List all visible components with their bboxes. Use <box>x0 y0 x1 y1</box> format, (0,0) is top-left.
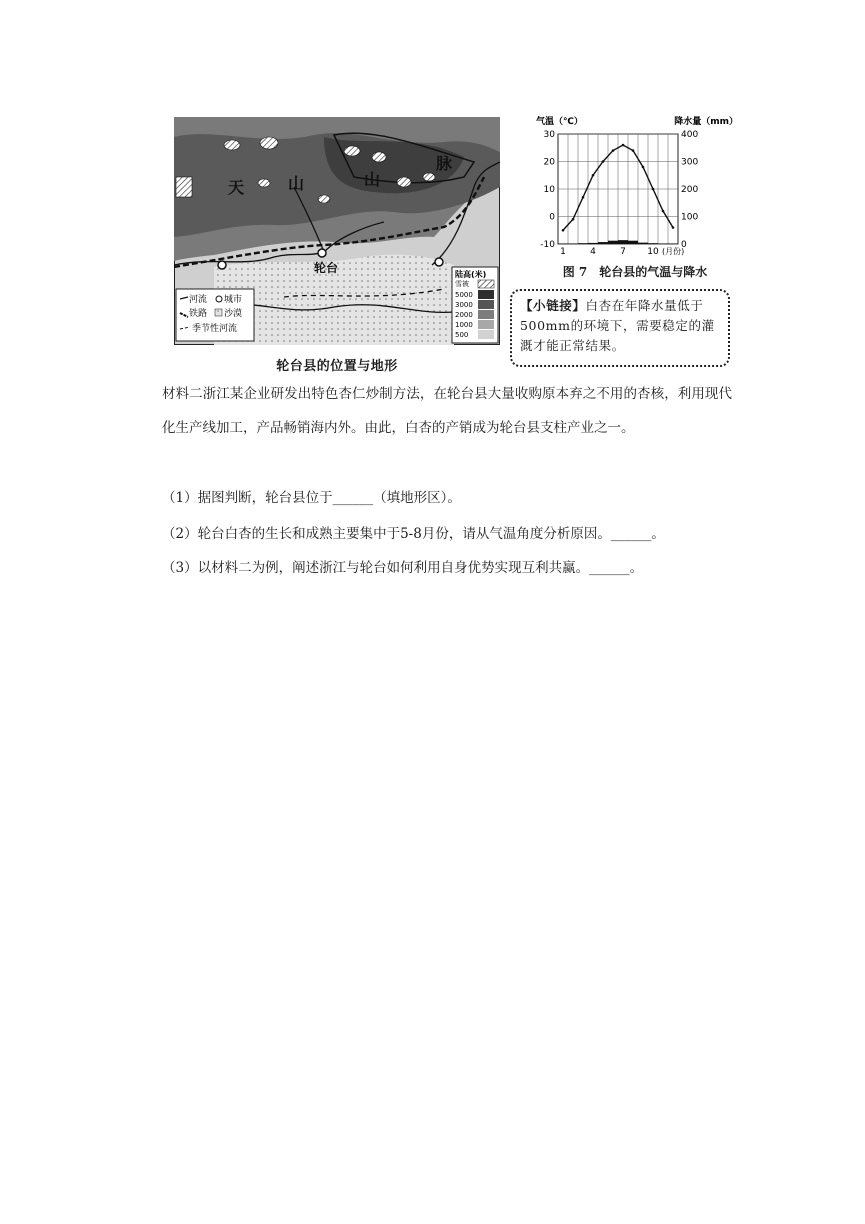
precipitation-bar <box>568 243 578 244</box>
temperature-point <box>632 149 635 152</box>
luntai-city-marker <box>318 249 326 257</box>
label-tian: 天 <box>228 178 245 197</box>
elevation-level: 5000 <box>455 291 473 299</box>
x-axis-label: (月份) <box>662 247 685 256</box>
y-left-tick-label: 10 <box>543 185 555 195</box>
temperature-point <box>662 210 665 213</box>
city-marker <box>435 258 443 266</box>
x-tick-label: 10 <box>647 247 659 257</box>
question-3: （3）以材料二为例，阐述浙江与轮台如何利用自身优势实现互利共赢。______。 <box>162 560 644 576</box>
precipitation-bar <box>628 241 638 244</box>
x-tick-label: 7 <box>620 247 626 257</box>
tip-box <box>510 289 730 367</box>
legend-railway: 铁路 <box>189 309 208 319</box>
y-right-tick-label: 400 <box>681 130 699 140</box>
temperature-point <box>642 166 645 169</box>
elevation-level: 500 <box>455 331 469 339</box>
temperature-point <box>612 149 615 152</box>
y-left-axis-label: 气温（℃） <box>536 117 583 127</box>
y-right-axis-label: 降水量（mm） <box>674 117 738 127</box>
y-right-tick-label: 0 <box>681 240 687 250</box>
precipitation-bar <box>558 243 568 244</box>
tip-title: 【小链接】 <box>520 298 586 313</box>
label-shan-2: 山 <box>364 170 381 189</box>
question-2: （2）轮台白杏的生长和成熟主要集中于5-8月份，请从气温角度分析原因。______。 <box>162 526 665 542</box>
temperature-point <box>572 218 575 221</box>
tip-text: 白杏在年降水量低于500mm的环境下，需要稳定的灌溉才能正常结果。 <box>520 298 715 353</box>
precipitation-bar <box>658 243 668 244</box>
climate-chart-svg <box>530 112 740 262</box>
y-right-tick-label: 100 <box>681 212 699 223</box>
temperature-point <box>602 160 605 163</box>
y-right-tick-label: 300 <box>681 157 699 168</box>
y-right-tick-label: 200 <box>681 185 699 195</box>
legend-river: 河流 <box>189 295 208 305</box>
question-1: （1）据图判断，轮台县位于______（填地形区）。 <box>162 490 461 506</box>
temperature-point <box>562 229 565 232</box>
terrain-map-svg <box>174 117 500 345</box>
temperature-point <box>652 188 655 191</box>
map-caption: 轮台县的位置与地形 <box>276 359 398 374</box>
precipitation-bar <box>578 243 588 244</box>
y-left-tick-label: -10 <box>540 240 555 250</box>
location-terrain-map <box>174 117 500 345</box>
elevation-level: 1000 <box>455 321 473 329</box>
y-left-tick-label: 0 <box>549 212 555 223</box>
map-legend <box>176 289 254 341</box>
precipitation-bar <box>598 242 608 244</box>
y-left-tick-label: 20 <box>543 157 555 168</box>
temperature-point <box>582 196 585 199</box>
elevation-legend <box>452 267 498 343</box>
elevation-snow: 雪被 <box>455 280 469 288</box>
precipitation-bar <box>638 243 648 244</box>
material-two-paragraph: 材料二浙江某企业研发出特色杏仁炒制方法，在轮台县大量收购原本弃之不用的杏核，利用现代化生产线加工，产品畅销海内外。由此，白杏的产销成为轮台县支柱产业之一。 <box>162 386 732 436</box>
label-mai: 脉 <box>436 154 453 173</box>
label-shan-1: 山 <box>288 174 305 193</box>
elevation-level: 3000 <box>455 301 473 309</box>
precipitation-bar <box>588 243 598 244</box>
x-tick-label: 4 <box>590 247 596 257</box>
elevation-level: 2000 <box>455 311 473 319</box>
legend-city: 城市 <box>224 295 243 305</box>
y-left-tick-label: 30 <box>543 130 555 140</box>
elevation-title: 陆高(米) <box>455 270 487 279</box>
legend-seasonal-river: 季节性河流 <box>192 324 238 334</box>
city-marker <box>218 261 226 269</box>
precipitation-bar <box>608 241 618 244</box>
temperature-point <box>622 144 625 147</box>
label-luntai: 轮台 <box>314 261 339 275</box>
precipitation-bar <box>668 243 678 244</box>
precipitation-bar <box>648 243 658 244</box>
temperature-point <box>672 226 675 229</box>
climate-chart <box>530 112 740 262</box>
legend-desert: 沙漠 <box>224 309 243 319</box>
climate-chart-caption: 图 7 轮台县的气温与降水 <box>562 265 708 279</box>
precipitation-bar <box>618 240 628 244</box>
x-tick-label: 1 <box>560 247 566 257</box>
temperature-point <box>592 174 595 177</box>
